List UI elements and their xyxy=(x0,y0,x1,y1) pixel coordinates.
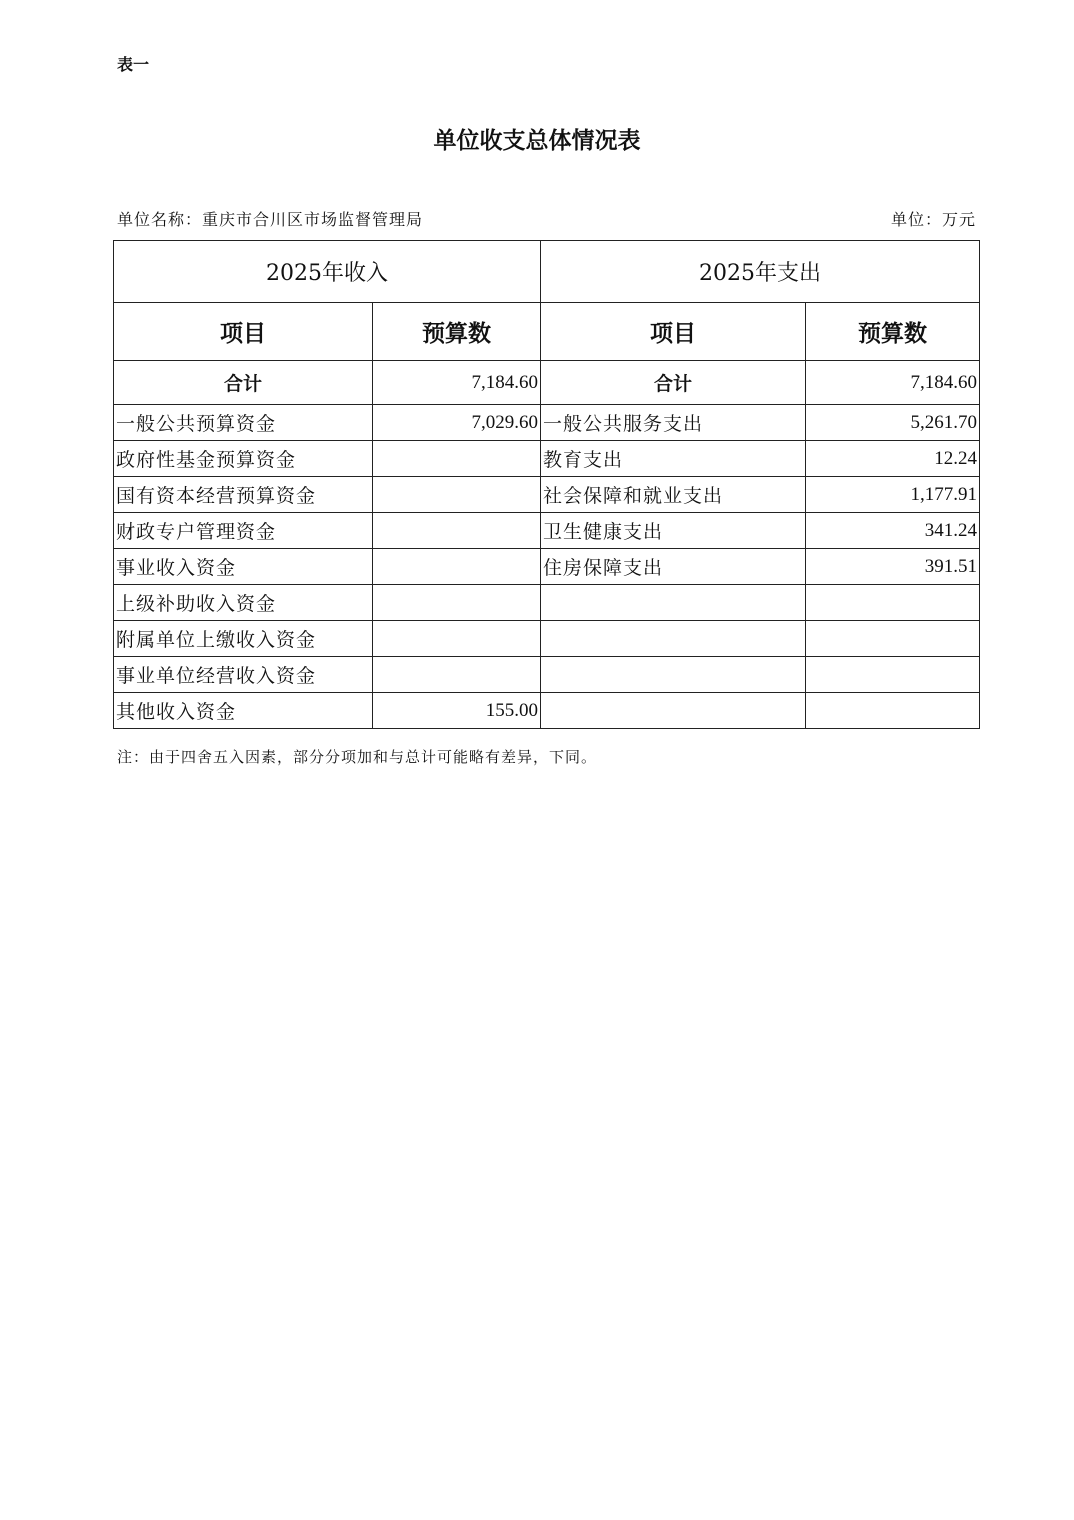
table-row xyxy=(114,657,980,693)
expense-item: 住房保障支出 xyxy=(541,549,806,585)
expense-item: 社会保障和就业支出 xyxy=(541,477,806,513)
expense-value: 5,261.70 xyxy=(806,405,980,441)
income-item: 财政专户管理资金 xyxy=(114,513,373,549)
budget-table xyxy=(113,240,980,729)
table-tag: 表一 xyxy=(117,55,150,74)
page-title: 单位收支总体情况表 xyxy=(433,127,641,154)
expense-total-value: 7,184.60 xyxy=(806,361,980,405)
income-total-label: 合计 xyxy=(114,361,373,405)
section-header-row xyxy=(114,241,980,303)
expense-value xyxy=(806,621,980,657)
income-value xyxy=(373,477,541,513)
income-value xyxy=(373,549,541,585)
expense-item xyxy=(541,585,806,621)
expense-value: 341.24 xyxy=(806,513,980,549)
income-value xyxy=(373,513,541,549)
table-row xyxy=(114,477,980,513)
expense-total-label: 合计 xyxy=(541,361,806,405)
expense-value: 391.51 xyxy=(806,549,980,585)
income-value: 155.00 xyxy=(373,693,541,729)
unit-label: 单位：万元 xyxy=(890,210,976,229)
expense-value xyxy=(806,585,980,621)
income-total-value: 7,184.60 xyxy=(373,361,541,405)
table-row xyxy=(114,513,980,549)
total-row xyxy=(114,361,980,405)
expense-item: 教育支出 xyxy=(541,441,806,477)
income-item-header: 项目 xyxy=(114,303,373,361)
table-row xyxy=(114,549,980,585)
income-value xyxy=(373,441,541,477)
expense-item: 一般公共服务支出 xyxy=(541,405,806,441)
income-item: 上级补助收入资金 xyxy=(114,585,373,621)
unit-name: 单位名称：重庆市合川区市场监督管理局 xyxy=(117,210,424,229)
income-item: 事业单位经营收入资金 xyxy=(114,657,373,693)
table-row xyxy=(114,621,980,657)
income-value: 7,029.60 xyxy=(373,405,541,441)
expense-value xyxy=(806,693,980,729)
expense-section-header: 2025年支出 xyxy=(541,241,980,303)
income-item: 事业收入资金 xyxy=(114,549,373,585)
income-value xyxy=(373,621,541,657)
expense-item xyxy=(541,657,806,693)
income-budget-header: 预算数 xyxy=(373,303,541,361)
table-row xyxy=(114,405,980,441)
footnote: 注：由于四舍五入因素，部分分项加和与总计可能略有差异，下同。 xyxy=(117,748,598,766)
table-row xyxy=(114,693,980,729)
column-header-row xyxy=(114,303,980,361)
expense-value: 12.24 xyxy=(806,441,980,477)
income-item: 一般公共预算资金 xyxy=(114,405,373,441)
income-item: 国有资本经营预算资金 xyxy=(114,477,373,513)
income-section-header: 2025年收入 xyxy=(114,241,541,303)
expense-value xyxy=(806,657,980,693)
expense-item xyxy=(541,621,806,657)
income-value xyxy=(373,657,541,693)
expense-item: 卫生健康支出 xyxy=(541,513,806,549)
expense-value: 1,177.91 xyxy=(806,477,980,513)
table-row xyxy=(114,585,980,621)
income-item: 附属单位上缴收入资金 xyxy=(114,621,373,657)
income-item: 政府性基金预算资金 xyxy=(114,441,373,477)
table-row xyxy=(114,441,980,477)
expense-item-header: 项目 xyxy=(541,303,806,361)
expense-item xyxy=(541,693,806,729)
expense-budget-header: 预算数 xyxy=(806,303,980,361)
income-value xyxy=(373,585,541,621)
income-item: 其他收入资金 xyxy=(114,693,373,729)
